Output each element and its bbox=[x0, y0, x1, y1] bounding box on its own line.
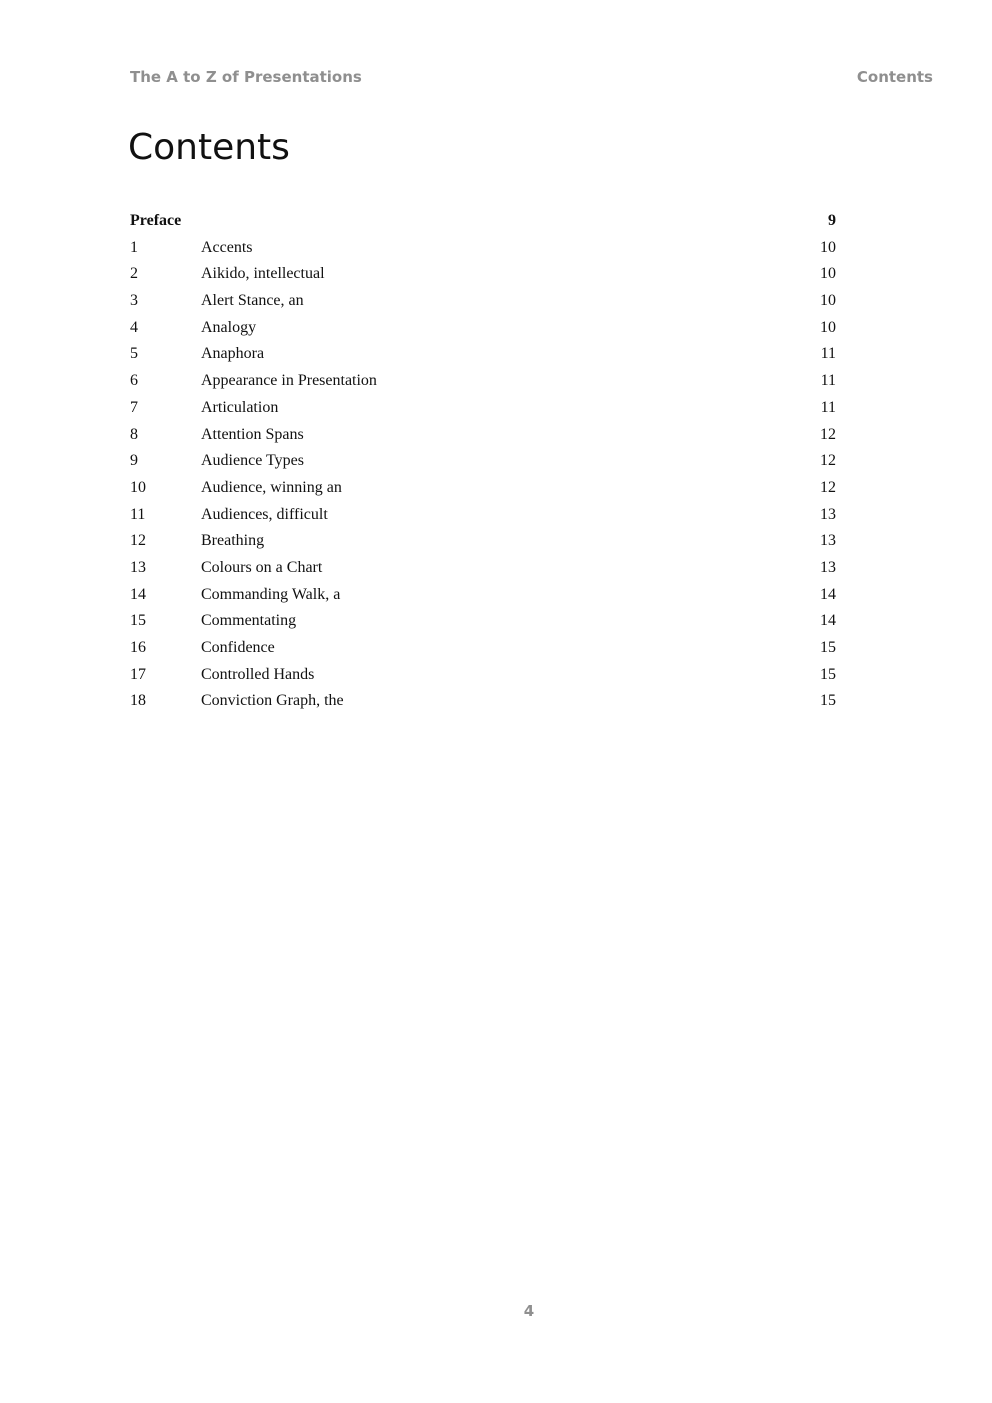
toc-row[interactable] bbox=[130, 288, 836, 315]
toc-entry-number: 2 bbox=[130, 265, 138, 283]
toc-entry-number: 6 bbox=[130, 372, 138, 390]
toc-entry-number: 14 bbox=[130, 585, 146, 603]
toc-entry-title: Aikido, intellectual bbox=[201, 265, 325, 283]
toc-entry-page: 11 bbox=[820, 398, 836, 416]
toc-row-preface[interactable] bbox=[130, 208, 836, 235]
toc-entry-number: 7 bbox=[130, 398, 138, 416]
toc-entry-title: Alert Stance, an bbox=[201, 292, 304, 310]
toc-entry-title: Controlled Hands bbox=[201, 665, 315, 683]
toc-preface-page: 9 bbox=[828, 212, 836, 229]
toc-row[interactable] bbox=[130, 635, 836, 662]
toc-entry-page: 15 bbox=[820, 639, 836, 656]
toc-entry-number: 13 bbox=[130, 558, 146, 576]
toc-entry-title: Audiences, difficult bbox=[201, 505, 328, 523]
toc-entry-number: 12 bbox=[130, 532, 146, 550]
toc-entry-page: 10 bbox=[820, 318, 836, 336]
toc-row[interactable] bbox=[130, 395, 836, 422]
toc-row[interactable] bbox=[130, 582, 836, 609]
toc-entry-page: 12 bbox=[820, 452, 836, 470]
toc-row[interactable] bbox=[130, 422, 836, 449]
toc-row[interactable] bbox=[130, 368, 836, 395]
toc-entry-page: 12 bbox=[820, 478, 836, 496]
toc-entry-number: 5 bbox=[130, 345, 138, 363]
toc-entry-page: 13 bbox=[820, 505, 836, 523]
toc-row[interactable] bbox=[130, 528, 836, 555]
toc-entry-page: 10 bbox=[820, 238, 836, 256]
toc-entry-page: 10 bbox=[820, 292, 836, 310]
toc-row[interactable] bbox=[130, 448, 836, 475]
toc-entry-title: Anaphora bbox=[201, 345, 265, 363]
toc-entry-title: Audience, winning an bbox=[201, 478, 342, 496]
toc-entry-title: Colours on a Chart bbox=[201, 558, 323, 576]
toc-entry-page: 13 bbox=[820, 532, 836, 550]
toc-entry-number: 4 bbox=[130, 318, 138, 336]
toc-entry-page: 10 bbox=[820, 265, 836, 283]
toc-entry-title: Breathing bbox=[201, 532, 265, 550]
toc-entry-title: Appearance in Presentation bbox=[201, 372, 377, 390]
toc-entry-page: 12 bbox=[820, 425, 836, 443]
toc-row[interactable] bbox=[130, 315, 836, 342]
toc-entry-number: 17 bbox=[130, 665, 146, 683]
toc-entry-number: 1 bbox=[130, 238, 138, 256]
page-title: Contents bbox=[128, 127, 290, 168]
toc-row[interactable] bbox=[130, 235, 836, 262]
book-title: The A to Z of Presentations bbox=[130, 68, 362, 86]
toc-row[interactable] bbox=[130, 555, 836, 582]
table-of-contents bbox=[130, 208, 836, 715]
toc-entry-number: 3 bbox=[130, 292, 138, 310]
toc-entry-title: Articulation bbox=[201, 398, 279, 416]
toc-entry-page: 11 bbox=[820, 345, 836, 363]
toc-entry-title: Accents bbox=[201, 238, 253, 256]
toc-entry-title: Commentating bbox=[201, 612, 297, 630]
toc-preface-label: Preface bbox=[130, 212, 182, 229]
toc-entry-page: 15 bbox=[820, 665, 836, 683]
toc-entry-title: Analogy bbox=[201, 318, 257, 336]
toc-entry-title: Conviction Graph, the bbox=[201, 692, 344, 710]
running-header bbox=[130, 68, 933, 92]
toc-entry-page: 14 bbox=[820, 585, 836, 603]
toc-entry-page: 11 bbox=[820, 372, 836, 390]
toc-entry-title: Confidence bbox=[201, 639, 275, 656]
toc-row[interactable] bbox=[130, 688, 836, 715]
toc-entry-page: 14 bbox=[820, 612, 836, 630]
page-number: 4 bbox=[523, 1302, 535, 1320]
toc-entry-number: 16 bbox=[130, 639, 146, 656]
toc-entry-number: 15 bbox=[130, 612, 146, 630]
toc-row[interactable] bbox=[130, 475, 836, 502]
toc-row[interactable] bbox=[130, 261, 836, 288]
toc-entry-number: 11 bbox=[130, 505, 146, 523]
toc-row[interactable] bbox=[130, 341, 836, 368]
toc-entry-number: 10 bbox=[130, 478, 146, 496]
toc-entry-page: 15 bbox=[820, 692, 836, 710]
toc-entry-page: 13 bbox=[820, 558, 836, 576]
toc-entry-number: 8 bbox=[130, 425, 138, 443]
toc-entry-title: Attention Spans bbox=[201, 425, 304, 443]
toc-row[interactable] bbox=[130, 662, 836, 689]
section-name: Contents bbox=[856, 68, 933, 86]
toc-entry-number: 18 bbox=[130, 692, 146, 710]
toc-entry-number: 9 bbox=[130, 452, 138, 470]
toc-entry-title: Commanding Walk, a bbox=[201, 585, 341, 603]
toc-row[interactable] bbox=[130, 502, 836, 529]
toc-entry-title: Audience Types bbox=[201, 452, 304, 470]
toc-row[interactable] bbox=[130, 608, 836, 635]
